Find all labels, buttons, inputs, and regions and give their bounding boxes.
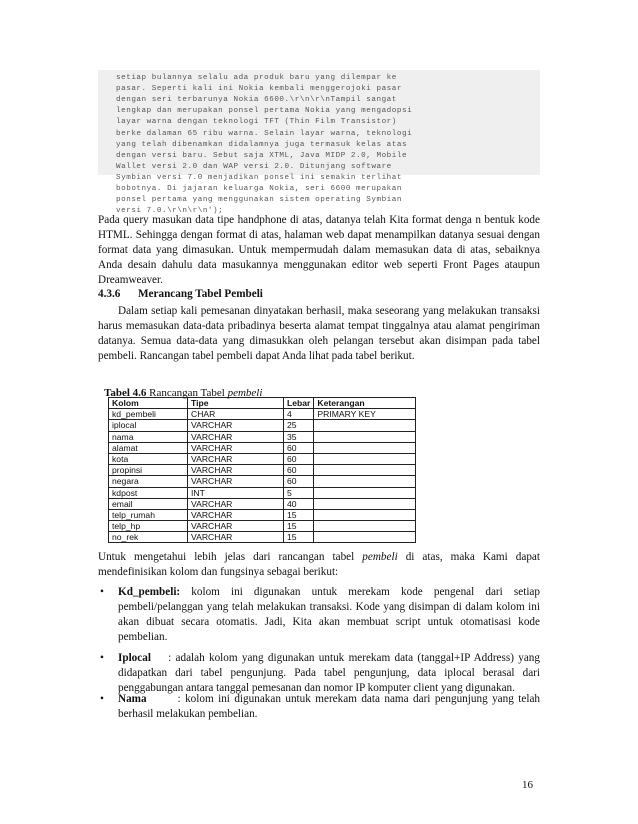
- table-cell: VARCHAR: [188, 476, 284, 487]
- table-caption-italic: pembeli: [227, 387, 263, 399]
- table-row: [109, 487, 416, 498]
- bullet-term: Nama: [118, 693, 147, 705]
- table-cell: VARCHAR: [188, 442, 284, 453]
- table-cell: 4: [284, 409, 314, 420]
- bullet-dot: •: [100, 652, 104, 664]
- table-cell: [314, 509, 416, 520]
- code-line: setiap bulannya selalu ada produk baru yang dilempar ke: [116, 74, 397, 82]
- pembeli-table: [108, 397, 416, 543]
- table-cell: alamat: [109, 442, 188, 453]
- table-cell: 60: [284, 442, 314, 453]
- table-cell: [314, 420, 416, 431]
- paragraph-definition-italic: pembeli: [362, 551, 398, 563]
- table-cell: email: [109, 498, 188, 509]
- bullet-body: [118, 692, 543, 722]
- code-line: layar warna dengan teknologi TFT (Thin Film Transistor): [116, 118, 397, 127]
- table-header-row: [109, 398, 416, 409]
- header-kolom: Kolom: [109, 398, 188, 409]
- bullet-dot: •: [100, 693, 104, 705]
- table-row: [109, 521, 416, 532]
- table-cell: VARCHAR: [188, 465, 284, 476]
- table-row: [109, 420, 416, 431]
- table-cell: [314, 476, 416, 487]
- paragraph-definition-text: [98, 550, 540, 580]
- table-cell: kdpost: [109, 487, 188, 498]
- table-cell: 25: [284, 420, 314, 431]
- table-cell: 60: [284, 465, 314, 476]
- table-cell: 60: [284, 453, 314, 464]
- bullet-text: kolom ini digunakan untuk merekam kode pengenal dari setiap pembeli/pelanggan yang telah melakukan transaksi. Kode yang disimpan di dalam kolom ini akan dibuat secara otomatis. Jadi, Kita akan membuat script untuk otomatisasi kode pembelian.: [118, 586, 540, 643]
- header-tipe: Tipe: [188, 398, 284, 409]
- bullet-dot: •: [100, 586, 104, 598]
- table-cell: [314, 532, 416, 543]
- table-cell: [314, 453, 416, 464]
- paragraph-intro-text: Pada query masukan data tipe handphone di atas, datanya telah Kita format denga n bentuk kode HTML. Sehingga dengan format di atas, halaman web dapat menampilkan datanya sesuai dengan format data yang dimasukan. Untuk mempermudah dalam memasukan data di atas, sebaiknya Anda desain dahulu data masukannya menggunakan editor web seperti Front Pages ataupun Dreamweaver.: [98, 214, 540, 286]
- code-line: dengan seri terbarunya Nokia 6600.\r\n\r\nTampil sangat: [116, 96, 397, 105]
- section-title: Merancang Tabel Pembeli: [138, 288, 263, 300]
- table-cell: negara: [109, 476, 188, 487]
- paragraph-intro: [98, 213, 540, 288]
- table-row: [109, 532, 416, 543]
- page-number: 16: [522, 779, 533, 791]
- paragraph-pembeli-text: Dalam setiap kali pemesanan dinyatakan berhasil, maka seseorang yang melakukan transaksi harus memasukan data-data pribadinya beserta alamat tempat tinggalnya atau alamat pengiriman datanya. Semua data-data yang dimasukkan oleh pelangan tersebut akan disimpan pada tabel pembeli. Rancangan tabel pembeli dapat Anda lihat pada tabel berikut.: [98, 305, 540, 362]
- code-line: berke dalaman 65 ribu warna. Selain layar warna, teknologi: [116, 129, 413, 138]
- table-cell: [314, 465, 416, 476]
- table-row: [109, 465, 416, 476]
- paragraph-pembeli: [98, 304, 540, 364]
- paragraph-definition-part-b: di atas, maka Kami dapat mendefinisikan kolom dan fungsinya sebagai berikut:: [98, 551, 540, 578]
- section-number: 4.3.6: [98, 288, 121, 300]
- table-cell: [314, 442, 416, 453]
- table-row: [109, 476, 416, 487]
- table-cell: propinsi: [109, 465, 188, 476]
- code-line: yang telah dibenamkan didalamnya juga termasuk kelas atas: [116, 140, 408, 149]
- table-cell: [314, 487, 416, 498]
- bullet-term: Kd_pembeli:: [118, 586, 181, 598]
- table-cell: VARCHAR: [188, 498, 284, 509]
- table-cell: [314, 521, 416, 532]
- table-cell: telp_rumah: [109, 509, 188, 520]
- table-cell: 60: [284, 476, 314, 487]
- bullet-text: : kolom ini digunakan untuk merekam data nama dari pengunjung yang telah berhasil melakukan pembelian.: [118, 693, 543, 720]
- table-caption-label: Tabel 4.6: [104, 387, 147, 399]
- table-row: [109, 409, 416, 420]
- table-cell: telp_hp: [109, 521, 188, 532]
- header-lebar: Lebar: [284, 398, 314, 409]
- code-line: pasar. Seperti kali ini Nokia kembali menggerojoki pasar: [116, 85, 402, 94]
- bullet-term: Iplocal: [118, 652, 151, 664]
- table-cell: 15: [284, 532, 314, 543]
- table-cell: 15: [284, 509, 314, 520]
- table-row: [109, 431, 416, 442]
- code-line: Symbian versi 7.0 menjadikan ponsel ini semakin terlihat: [116, 173, 402, 182]
- code-line: bobotnya. Di jajaran keluarga Nokia, seri 6600 merupakan: [116, 185, 402, 193]
- table-cell: 15: [284, 521, 314, 532]
- code-line: versi 7.0.\r\n\r\n');: [116, 207, 224, 216]
- table-cell: kota: [109, 453, 188, 464]
- code-line: lengkap dan merupakan ponsel pertama Nokia yang mengadopsi: [116, 107, 413, 116]
- table-cell: VARCHAR: [188, 420, 284, 431]
- table-cell: no_rek: [109, 532, 188, 543]
- table-row: [109, 442, 416, 453]
- table-cell: [314, 498, 416, 509]
- section-heading: [98, 288, 263, 300]
- table-cell: iplocal: [109, 420, 188, 431]
- bullet-text: : adalah kolom yang digunakan untuk merekam data (tanggal+IP Address) yang didapatkan dari tabel pengunjung. Pada tabel pengunjung, data iplocal berasal dari penggabungan antara tanggal pemesanan dan nomor IP komputer client yang digunakan.: [118, 652, 543, 694]
- table-cell: [314, 431, 416, 442]
- header-keterangan: Keterangan: [314, 398, 416, 409]
- table-cell: CHAR: [188, 409, 284, 420]
- table-cell: VARCHAR: [188, 509, 284, 520]
- table-cell: kd_pembeli: [109, 409, 188, 420]
- table-caption-text: Rancangan Tabel: [149, 387, 225, 399]
- code-line: dengan versi baru. Sebut saja XTML, Java MIDP 2.0, Mobile: [116, 151, 408, 160]
- table-cell: nama: [109, 431, 188, 442]
- paragraph-definition-part-a: Untuk mengetahui lebih jelas dari rancangan tabel: [98, 551, 363, 563]
- paragraph-definition-intro: [98, 550, 540, 580]
- table-cell: VARCHAR: [188, 532, 284, 543]
- table-row: [109, 498, 416, 509]
- table-cell: 40: [284, 498, 314, 509]
- code-line: Wallet versi 2.0 dan WAP versi 2.0. Ditunjang software: [116, 162, 392, 171]
- table-cell: INT: [188, 487, 284, 498]
- table-cell: VARCHAR: [188, 521, 284, 532]
- table-cell: 5: [284, 487, 314, 498]
- code-line: ponsel pertama yang menggunakan sistem operating Symbian: [116, 196, 402, 205]
- table-cell: VARCHAR: [188, 431, 284, 442]
- table-cell: VARCHAR: [188, 453, 284, 464]
- code-block: [98, 70, 540, 216]
- table-row: [109, 453, 416, 464]
- table-row: [109, 509, 416, 520]
- table-cell: 35: [284, 431, 314, 442]
- bullet-body: [118, 585, 540, 645]
- bullet-body: [118, 651, 543, 696]
- table-cell: PRIMARY KEY: [314, 409, 416, 420]
